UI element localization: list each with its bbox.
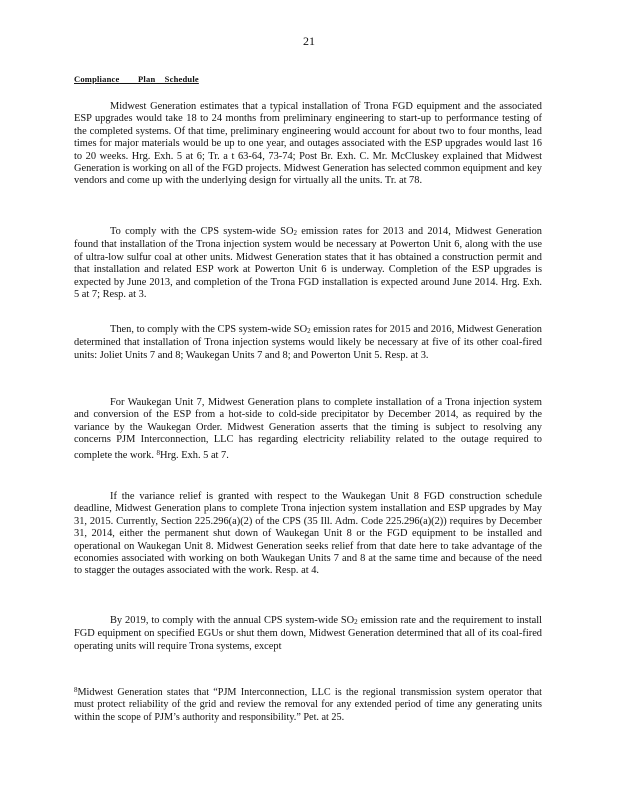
paragraph-text: By 2019, to comply with the annual CPS system-wide SO xyxy=(110,615,355,626)
paragraph-2019-rates xyxy=(74,615,542,653)
footnote-8 xyxy=(74,684,542,724)
paragraph-text: emission rate and the requirement to install FGD equipment on specified EGUs or shut them down, Midwest Generation determined that all of its coal-fired operating units will require Trona systems, except xyxy=(74,615,542,652)
footnote-marker: 8 xyxy=(74,686,78,694)
paragraph-text: emission rates for 2013 and 2014, Midwest Generation found that installation of the Trona injection system would be necessary at Powerton Unit 6, along with the use of ultra-low sulfur coal at other units. Midwest Generation states that it has obtained a construction permit and that installation and related ESP work at Powerton Unit 6 is underway. Completion of the ESP upgrades is expected by June 2013, and completion of the Trona FGD installation is expected around June 2014. Hrg. Exh. 5 at 7; Resp. at 3. xyxy=(74,226,542,301)
paragraph-compliance-timeline: Midwest Generation estimates that a typical installation of Trona FGD equipment and the associated ESP upgrades would take 18 to 24 months from preliminary engineering to start-up to performance testing of the completed systems. Of that time, preliminary engineering would account for about two to four months, lead times for major materials would be up to one year, and outages associated with the ESP upgrades would last 16 to 20 weeks. Hrg. Exh. 5 at 6; Tr. a t 63-64, 73-74; Post Br. Exh. C. Mr. McCluskey explained that Midwest Generation is working on all of the FGD projects. Midwest Generation has selected common equipment and key vendors and come up with the underlying design for virtually all the units. Tr. at 78. xyxy=(74,101,542,187)
paragraph-waukegan-unit-8: If the variance relief is granted with respect to the Waukegan Unit 8 FGD construction schedule deadline, Midwest Generation plans to complete Trona injection system installation and ESP upgrades by May 31, 2015. Currently, Section 225.296(a)(2) of the CPS (35 Ill. Adm. Code 225.296(a)(2)) requires by December 31, 2014, either the permanent shut down of Waukegan Unit 8 or the FGD equipment to be installed and operational on Waukegan Unit 8. Midwest Generation seeks relief from that date here to take advantage of the economies associated with working on both Waukegan Units 7 and 8 at the same time and because of the need to stagger the outages associated with the work. Resp. at 4. xyxy=(74,491,542,577)
subscript-2: 2 xyxy=(354,618,358,626)
subscript-2: 2 xyxy=(307,327,311,335)
page-number: 21 xyxy=(303,34,315,48)
paragraph-text: Then, to comply with the CPS system-wide SO xyxy=(110,324,308,335)
paragraph-2013-2014-rates xyxy=(74,226,542,301)
paragraph-text: To comply with the CPS system-wide SO xyxy=(110,226,294,237)
paragraph-text: Hrg. Exh. 5 at 7. xyxy=(160,449,229,461)
footnote-text: Midwest Generation states that “PJM Interconnection, LLC is the regional transmission system operator that must protect reliability of the grid and review the removal for any extended period of time any generating units within the scope of PJM’s authority and responsibility.” Pet. at 25. xyxy=(74,687,542,723)
paragraph-2015-2016-rates xyxy=(74,324,542,362)
footnote-reference: 8 xyxy=(156,448,161,457)
subscript-2: 2 xyxy=(293,229,297,237)
paragraph-waukegan-unit-7 xyxy=(74,397,542,462)
paragraph-text: emission rates for 2015 and 2016, Midwest Generation determined that installation of Trona injection systems would likely be necessary at five of its other coal-fired units: Joliet Units 7 and 8; Waukegan Units 7 and 8; and Powerton Unit 5. Resp. at 3. xyxy=(74,324,542,361)
paragraph-text: For Waukegan Unit 7, Midwest Generation plans to complete installation of a Trona injection system and conversion of the ESP from a hot-side to cold-side precipitator by December 2014, as required by the variance by the Waukegan Order. Midwest Generation asserts that the timing is subject to resolving any concerns PJM Interconnection, LLC has regarding electricity reliability related to the outage required to complete the work. xyxy=(74,397,542,461)
section-heading: Compliance Plan Schedule xyxy=(74,74,199,84)
